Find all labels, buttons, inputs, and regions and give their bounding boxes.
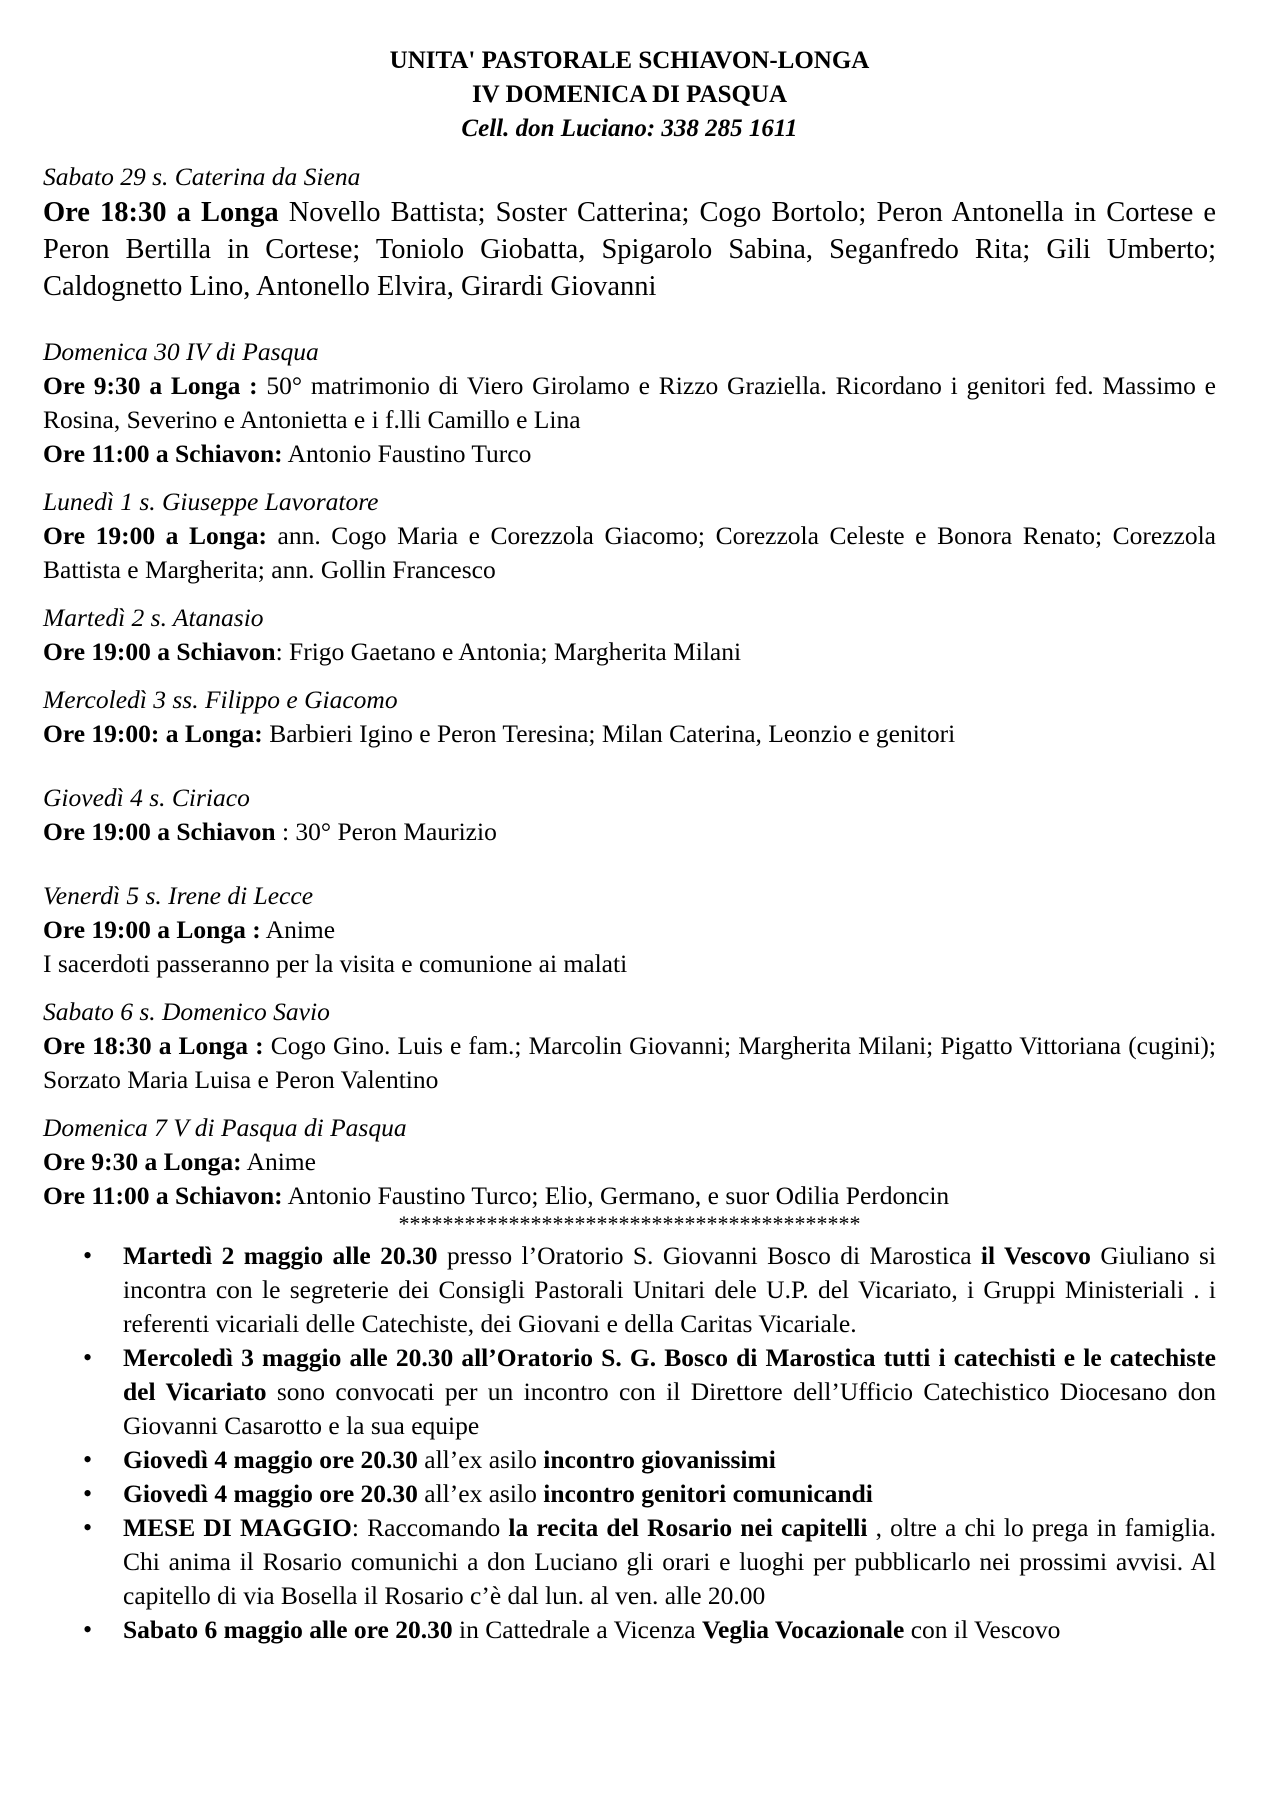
mass-intentions: : Frigo Gaetano e Antonia; Margherita Milani bbox=[275, 637, 742, 666]
mass-time-place: Ore 9:30 a Longa : bbox=[43, 371, 258, 400]
mass-time-place: Ore 9:30 a Longa: bbox=[43, 1147, 242, 1176]
mass-entry bbox=[43, 815, 1216, 849]
notice-highlight: il Vescovo bbox=[980, 1241, 1091, 1270]
mass-intentions: : 30° Peron Maurizio bbox=[275, 817, 497, 846]
notice-highlight: Giovedì 4 maggio ore 20.30 bbox=[123, 1445, 418, 1474]
day-title: Martedì 2 s. Atanasio bbox=[43, 603, 264, 632]
notice-highlight: incontro genitori comunicandi bbox=[543, 1479, 873, 1508]
notice-highlight: MESE DI MAGGIO bbox=[123, 1513, 352, 1542]
mass-intentions: I sacerdoti passeranno per la visita e comunione ai malati bbox=[43, 949, 628, 978]
day-block bbox=[43, 995, 1216, 1097]
day-block bbox=[43, 781, 1216, 849]
mass-time-place: Ore 19:00: a Longa: bbox=[43, 719, 263, 748]
mass-time-place: Ore 11:00 a Schiavon: bbox=[43, 1181, 283, 1210]
phone-line: Cell. don Luciano: 338 285 1611 bbox=[461, 115, 798, 142]
notice-highlight: Veglia Vocazionale bbox=[701, 1615, 905, 1644]
notice-item bbox=[83, 1239, 1216, 1341]
day-title: Giovedì 4 s. Ciriaco bbox=[43, 783, 250, 812]
mass-time-place: Ore 19:00 a Longa: bbox=[43, 521, 267, 550]
mass-entry bbox=[43, 437, 1216, 471]
bullet-icon: • bbox=[83, 1445, 93, 1474]
bullet-icon: • bbox=[83, 1241, 93, 1270]
parish-title: UNITA' PASTORALE SCHIAVON-LONGA bbox=[389, 47, 870, 74]
mass-entry bbox=[43, 1179, 1216, 1213]
day-title: Lunedì 1 s. Giuseppe Lavoratore bbox=[43, 487, 379, 516]
notice-item bbox=[83, 1443, 1216, 1477]
bullet-icon: • bbox=[83, 1479, 93, 1508]
mass-time-place: Ore 18:30 a Longa : bbox=[43, 1031, 264, 1060]
mass-intentions: Cogo Gino. Luis e fam.; Marcolin Giovanni; Margherita Milani; Pigatto Vittoriana (cugini); Sorzato Maria Luisa e Peron Valentino bbox=[43, 1031, 1216, 1094]
notice-text: Giuliano si incontra con le segreterie dei Consigli Pastorali Unitari dele U.P. del Vicariato, i Gruppi Ministeriali . i referenti vicariali delle Catechiste, dei Giovani e della Caritas Vicariale. bbox=[123, 1241, 1216, 1338]
mass-intentions: Barbieri Igino e Peron Teresina; Milan Caterina, Leonzio e genitori bbox=[262, 719, 956, 748]
mass-time-place: Ore 18:30 a Longa bbox=[43, 197, 279, 228]
day-block bbox=[43, 160, 1216, 305]
mass-entry bbox=[43, 369, 1216, 437]
day-title: Venerdì 5 s. Irene di Lecce bbox=[43, 881, 314, 910]
mass-intentions: ann. Cogo Maria e Corezzola Giacomo; Corezzola Celeste e Bonora Renato; Corezzola Battista e Margherita; ann. Gollin Francesco bbox=[43, 521, 1216, 584]
notice-highlight: Giovedì 4 maggio ore 20.30 bbox=[123, 1479, 418, 1508]
mass-intentions: Antonio Faustino Turco bbox=[282, 439, 532, 468]
mass-entry bbox=[43, 1029, 1216, 1097]
notice-highlight: incontro giovanissimi bbox=[543, 1445, 776, 1474]
notice-item bbox=[83, 1477, 1216, 1511]
notice-item bbox=[83, 1511, 1216, 1613]
mass-intentions: Antonio Faustino Turco; Elio, Germano, e suor Odilia Perdoncin bbox=[282, 1181, 950, 1210]
notice-highlight: Sabato 6 maggio alle ore 20.30 bbox=[123, 1615, 453, 1644]
mass-time-place: Ore 19:00 a Schiavon bbox=[43, 817, 276, 846]
day-title: Domenica 7 V di Pasqua di Pasqua bbox=[43, 1113, 407, 1142]
mass-time-place: Ore 19:00 a Longa : bbox=[43, 915, 261, 944]
document-header bbox=[43, 44, 1216, 146]
notice-item bbox=[83, 1613, 1216, 1647]
mass-entry bbox=[43, 947, 1216, 981]
mass-entry bbox=[43, 717, 1216, 751]
mass-intentions: 50° matrimonio di Viero Girolamo e Rizzo Graziella. Ricordano i genitori fed. Massimo e Rosina, Severino e Antonietta e i f.lli Camillo e Lina bbox=[43, 371, 1216, 434]
notice-text: in Cattedrale a Vicenza bbox=[452, 1615, 702, 1644]
notice-item bbox=[83, 1341, 1216, 1443]
notice-highlight: Martedì 2 maggio alle 20.30 bbox=[123, 1241, 438, 1270]
day-title: Mercoledì 3 ss. Filippo e Giacomo bbox=[43, 685, 398, 714]
day-block bbox=[43, 683, 1216, 751]
day-title: Sabato 6 s. Domenico Savio bbox=[43, 997, 330, 1026]
mass-entry bbox=[43, 913, 1216, 947]
mass-intentions: Novello Battista; Soster Catterina; Cogo Bortolo; Peron Antonella in Cortese e Peron Bertilla in Cortese; Toniolo Giobatta, Spigarolo Sabina, Seganfredo Rita; Gili Umberto; Caldognetto Lino, Antonello Elvira, Girardi Giovanni bbox=[43, 197, 1216, 302]
mass-time-place: Ore 19:00 a Schiavon bbox=[43, 637, 276, 666]
bullet-icon: • bbox=[83, 1513, 93, 1542]
mass-time-place: Ore 11:00 a Schiavon: bbox=[43, 439, 283, 468]
notices-list bbox=[43, 1239, 1216, 1647]
day-title: Domenica 30 IV di Pasqua bbox=[43, 337, 319, 366]
mass-entry bbox=[43, 194, 1216, 305]
mass-entry bbox=[43, 635, 1216, 669]
mass-intentions: Anime bbox=[260, 915, 336, 944]
mass-schedule bbox=[43, 160, 1216, 1213]
day-block bbox=[43, 1111, 1216, 1213]
notice-highlight: la recita del Rosario nei capitelli bbox=[508, 1513, 868, 1542]
day-block bbox=[43, 601, 1216, 669]
notice-text: all’ex asilo bbox=[417, 1479, 544, 1508]
notice-text: sono convocati per un incontro con il Direttore dell’Ufficio Catechistico Diocesano don Giovanni Casarotto e la sua equipe bbox=[123, 1377, 1216, 1440]
mass-entry bbox=[43, 519, 1216, 587]
notice-text: , oltre a chi lo prega in famiglia. Chi anima il Rosario comunichi a don Luciano gli orari e luoghi per pubblicarlo nei prossimi avvisi. Al capitello di via Bosella il Rosario c’è dal lun. al ven. alle 20.00 bbox=[123, 1513, 1216, 1610]
notice-highlight: Mercoledì 3 maggio alle 20.30 all’Oratorio S. G. Bosco di Marostica tutti i catechisti e le catechiste del Vicariato bbox=[123, 1343, 1216, 1406]
mass-entry bbox=[43, 1145, 1216, 1179]
separator: ****************************************** bbox=[398, 1213, 861, 1235]
notice-text: all’ex asilo bbox=[417, 1445, 544, 1474]
bullet-icon: • bbox=[83, 1343, 93, 1372]
mass-intentions: Anime bbox=[241, 1147, 316, 1176]
notice-text: presso l’Oratorio S. Giovanni Bosco di Marostica bbox=[437, 1241, 981, 1270]
day-title: Sabato 29 s. Caterina da Siena bbox=[43, 162, 361, 191]
notice-text: : Raccomando bbox=[351, 1513, 509, 1542]
bullet-icon: • bbox=[83, 1615, 93, 1644]
day-block bbox=[43, 335, 1216, 471]
sunday-title: IV DOMENICA DI PASQUA bbox=[471, 81, 788, 108]
day-block bbox=[43, 485, 1216, 587]
notice-text: con il Vescovo bbox=[904, 1615, 1061, 1644]
day-block bbox=[43, 879, 1216, 981]
